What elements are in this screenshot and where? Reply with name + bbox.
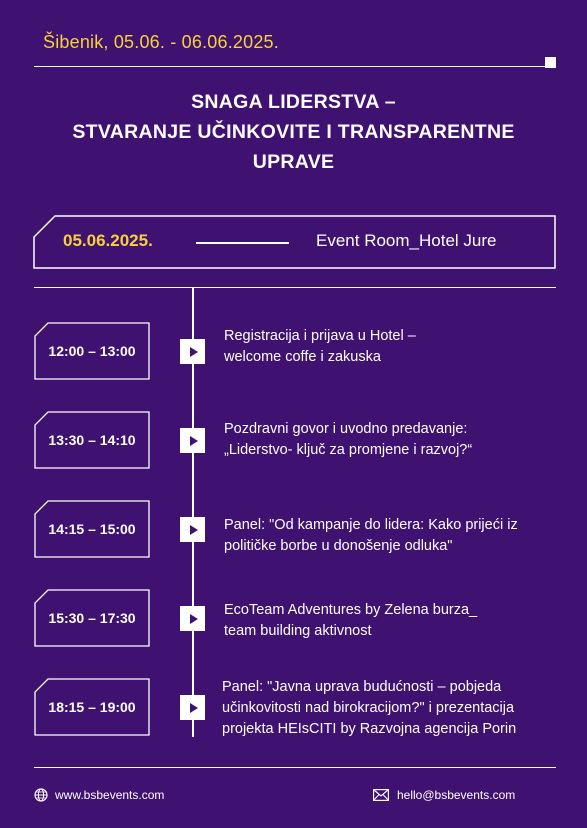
event-city-dates: Šibenik, 05.06. - 06.06.2025. (43, 32, 279, 52)
event-bar-location: Event Room_Hotel Jure (316, 231, 497, 250)
event-bar-date: 05.06.2025. (63, 231, 153, 250)
footer-website-link[interactable]: www.bsbevents.com (55, 788, 165, 802)
time-box (34, 678, 150, 736)
footer-divider (34, 767, 556, 768)
description-line: Panel: "Javna uprava budućnosti – pobjeda (222, 679, 502, 695)
play-marker-icon (180, 517, 205, 542)
description-line: učinkovitosti nad birokracijom?" i prezentacija (222, 700, 515, 716)
time-label: 12:00 – 13:00 (48, 343, 136, 359)
play-marker-icon (180, 606, 205, 631)
header-divider (34, 66, 546, 67)
description-line: projekta HEIsCITI by Razvojna agencija Porin (222, 721, 517, 737)
play-marker-icon (180, 695, 205, 720)
time-box (34, 500, 150, 558)
event-bar-separator (196, 242, 289, 244)
title-line-2: STVARANJE UČINKOVITE I TRANSPARENTNE (72, 121, 515, 143)
time-box (34, 411, 150, 469)
schedule-top-divider (34, 287, 556, 288)
envelope-icon (373, 789, 389, 801)
schedule-description (224, 326, 416, 368)
description-line: Panel: "Od kampanje do lidera: Kako prijeći iz (224, 517, 518, 533)
schedule-description (224, 600, 477, 642)
footer-email-link[interactable]: hello@bsbevents.com (397, 788, 516, 802)
description-line: „Liderstvo- ključ za promjene i razvoj?“ (224, 442, 473, 458)
time-box (34, 589, 150, 647)
play-marker-icon (180, 428, 205, 453)
title-line-1: SNAGA LIDERSTVA – (191, 91, 396, 113)
time-box (34, 322, 150, 380)
globe-icon (34, 788, 48, 802)
header-divider-square (545, 57, 556, 68)
schedule-description (224, 419, 472, 461)
description-line: Pozdravni govor i uvodno predavanje: (224, 421, 468, 437)
time-label: 13:30 – 14:10 (48, 432, 136, 448)
schedule-description (224, 515, 518, 557)
description-line: welcome coffe i zakuska (224, 349, 381, 365)
description-line: EcoTeam Adventures by Zelena burza_ (224, 602, 478, 618)
title-line-3: UPRAVE (252, 151, 335, 173)
play-marker-icon (180, 339, 205, 364)
description-line: političke borbe u donošenje odluka" (224, 538, 453, 554)
time-label: 15:30 – 17:30 (48, 610, 136, 626)
description-line: Registracija i prijava u Hotel – (224, 328, 416, 344)
schedule-description (222, 677, 516, 740)
time-label: 14:15 – 15:00 (48, 521, 136, 537)
description-line: team building aktivnost (224, 623, 372, 639)
time-label: 18:15 – 19:00 (48, 699, 136, 715)
